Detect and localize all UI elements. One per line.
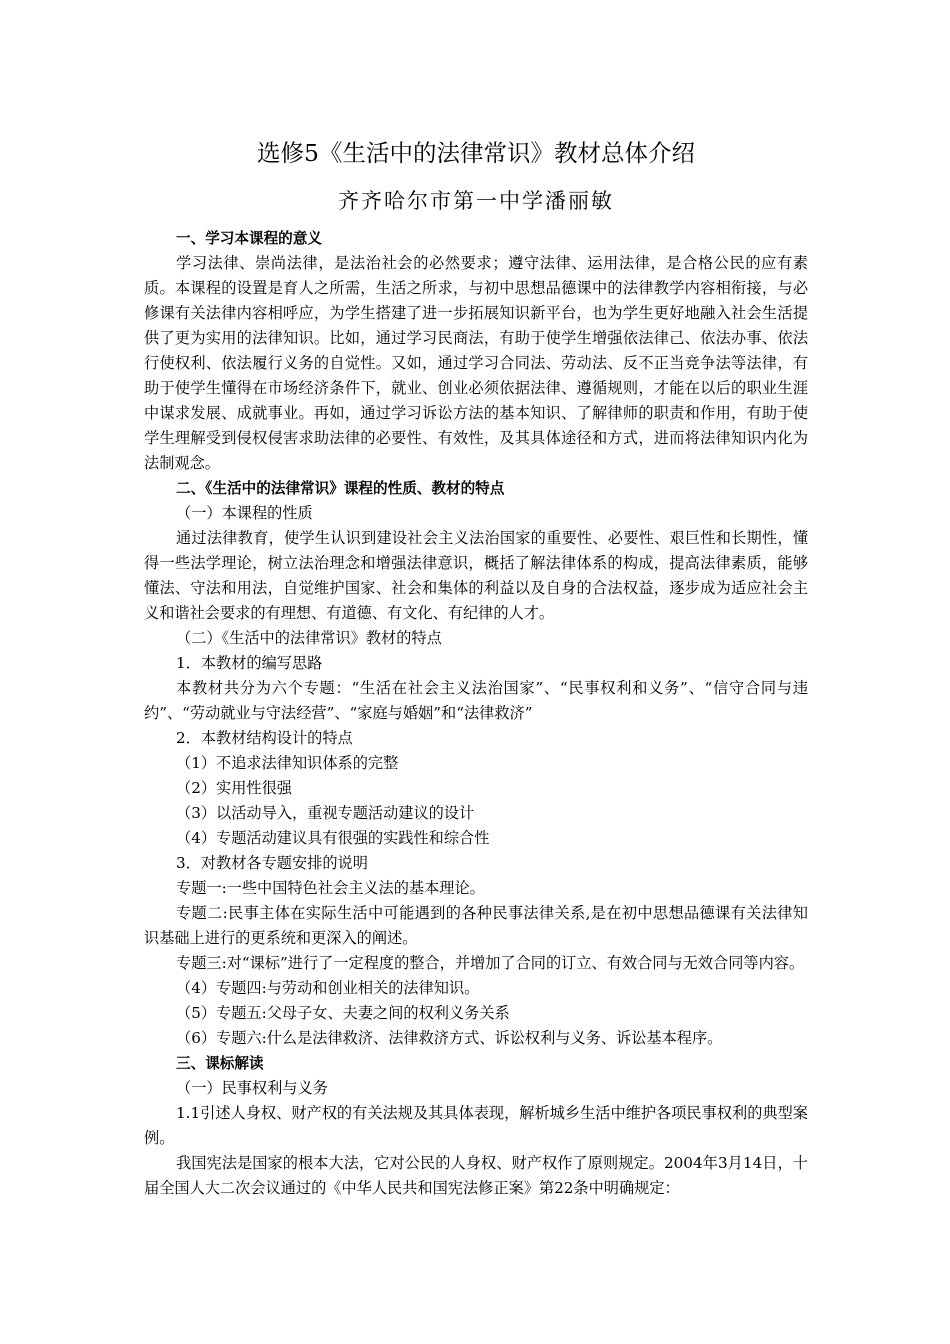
document-author: 齐齐哈尔市第一中学潘丽敏 [338,189,614,213]
list-item: （2）实用性很强 [176,779,292,797]
list-item: 专题三:对“课标”进行了一定程度的整合，并增加了合同的订立、有效合同与无效合同等内容。 [176,954,805,972]
subheading: （二）《生活中的法律常识》教材的特点 [176,629,442,647]
list-item: （4）专题四:与劳动和创业相关的法律知识。 [176,979,480,997]
body-paragraph: 本教材共分为六个专题：“生活在社会主义法治国家”、“民事权利和义务”、“信守合同与违约”、“劳动就业与守法经营”、“家庭与婚姻”和“法律救济” [144,679,808,722]
list-item: 专题二:民事主体在实际生活中可能遇到的各种民事法律关系,是在初中思想品德课有关法律知识基础上进行的更系统和更深入的阐述。 [144,904,808,947]
list-item: （4）专题活动建议具有很强的实践性和综合性 [176,829,490,847]
document-title: 选修5《生活中的法律常识》教材总体介绍 [257,139,695,167]
list-item: （1）不追求法律知识体系的完整 [176,754,399,772]
body-paragraph: 学习法律、崇尚法律，是法治社会的必然要求；遵守法律、运用法律，是合格公民的应有素质。本课程的设置是育人之所需，生活之所求，与初中思想品德课中的法律教学内容相衔接，与必修课有关法律内容相呼应，为学生搭建了进一步拓展知识新平台，也为学生更好地融入社会生活提供了更为实用的法律知识。比如，通过学习民商法，有助于使学生增强依法律己、依法办事、依法行使权利、依法履行义务的自觉性。又如，通过学习合同法、劳动法、反不正当竞争法等法律，有助于使学生懂得在市场经济条件下，就业、创业必须依据法律、遵循规则，才能在以后的职业生涯中谋求发展、成就事业。再如，通过学习诉讼方法的基本知识、了解律师的职责和作用，有助于使学生理解受到侵权侵害求助法律的必要性、有效性，及其具体途径和方式，进而将法律知识内化为法制观念。 [144,254,808,472]
subheading: （一）本课程的性质 [176,504,313,522]
body-paragraph: 我国宪法是国家的根本大法，它对公民的人身权、财产权作了原则规定。2004年3月14日，十届全国人大二次会议通过的《中华人民共和国宪法修正案》第22条中明确规定： [144,1154,808,1197]
list-heading: 3．对教材各专题安排的说明 [176,854,368,872]
section-heading-significance: 一、学习本课程的意义 [176,230,322,247]
list-item: 专题一:一些中国特色社会主义法的基本理论。 [176,879,485,897]
subheading: （一）民事权利与义务 [176,1079,328,1097]
section-heading-standards: 三、课标解读 [176,1055,264,1072]
body-paragraph: 1.1引述人身权、财产权的有关法规及其具体表现，解析城乡生活中维护各项民事权利的典型案例。 [144,1104,808,1147]
section-heading-nature: 二、《生活中的法律常识》课程的性质、教材的特点 [176,480,505,497]
body-paragraph: 通过法律教育，使学生认识到建设社会主义法治国家的重要性、必要性、艰巨性和长期性，懂得一些法学理论，树立法治理念和增强法律意识，概括了解法律体系的构成，提高法律素质，能够懂法、守法和用法，自觉维护国家、社会和集体的利益以及自身的合法权益，逐步成为适应社会主义和谐社会要求的有理想、有道德、有文化、有纪律的人才。 [144,529,808,622]
document-body [144,226,808,1201]
list-heading: 1．本教材的编写思路 [176,654,323,672]
list-item: （5）专题五:父母子女、夫妻之间的权利义务关系 [176,1004,510,1022]
list-item: （6）专题六:什么是法律救济、法律救济方式、诉讼权利与义务、诉讼基本程序。 [176,1029,723,1047]
list-item: （3）以活动导入，重视专题活动建议的设计 [176,804,475,822]
list-heading: 2．本教材结构设计的特点 [176,729,353,747]
document-page [144,0,808,1344]
